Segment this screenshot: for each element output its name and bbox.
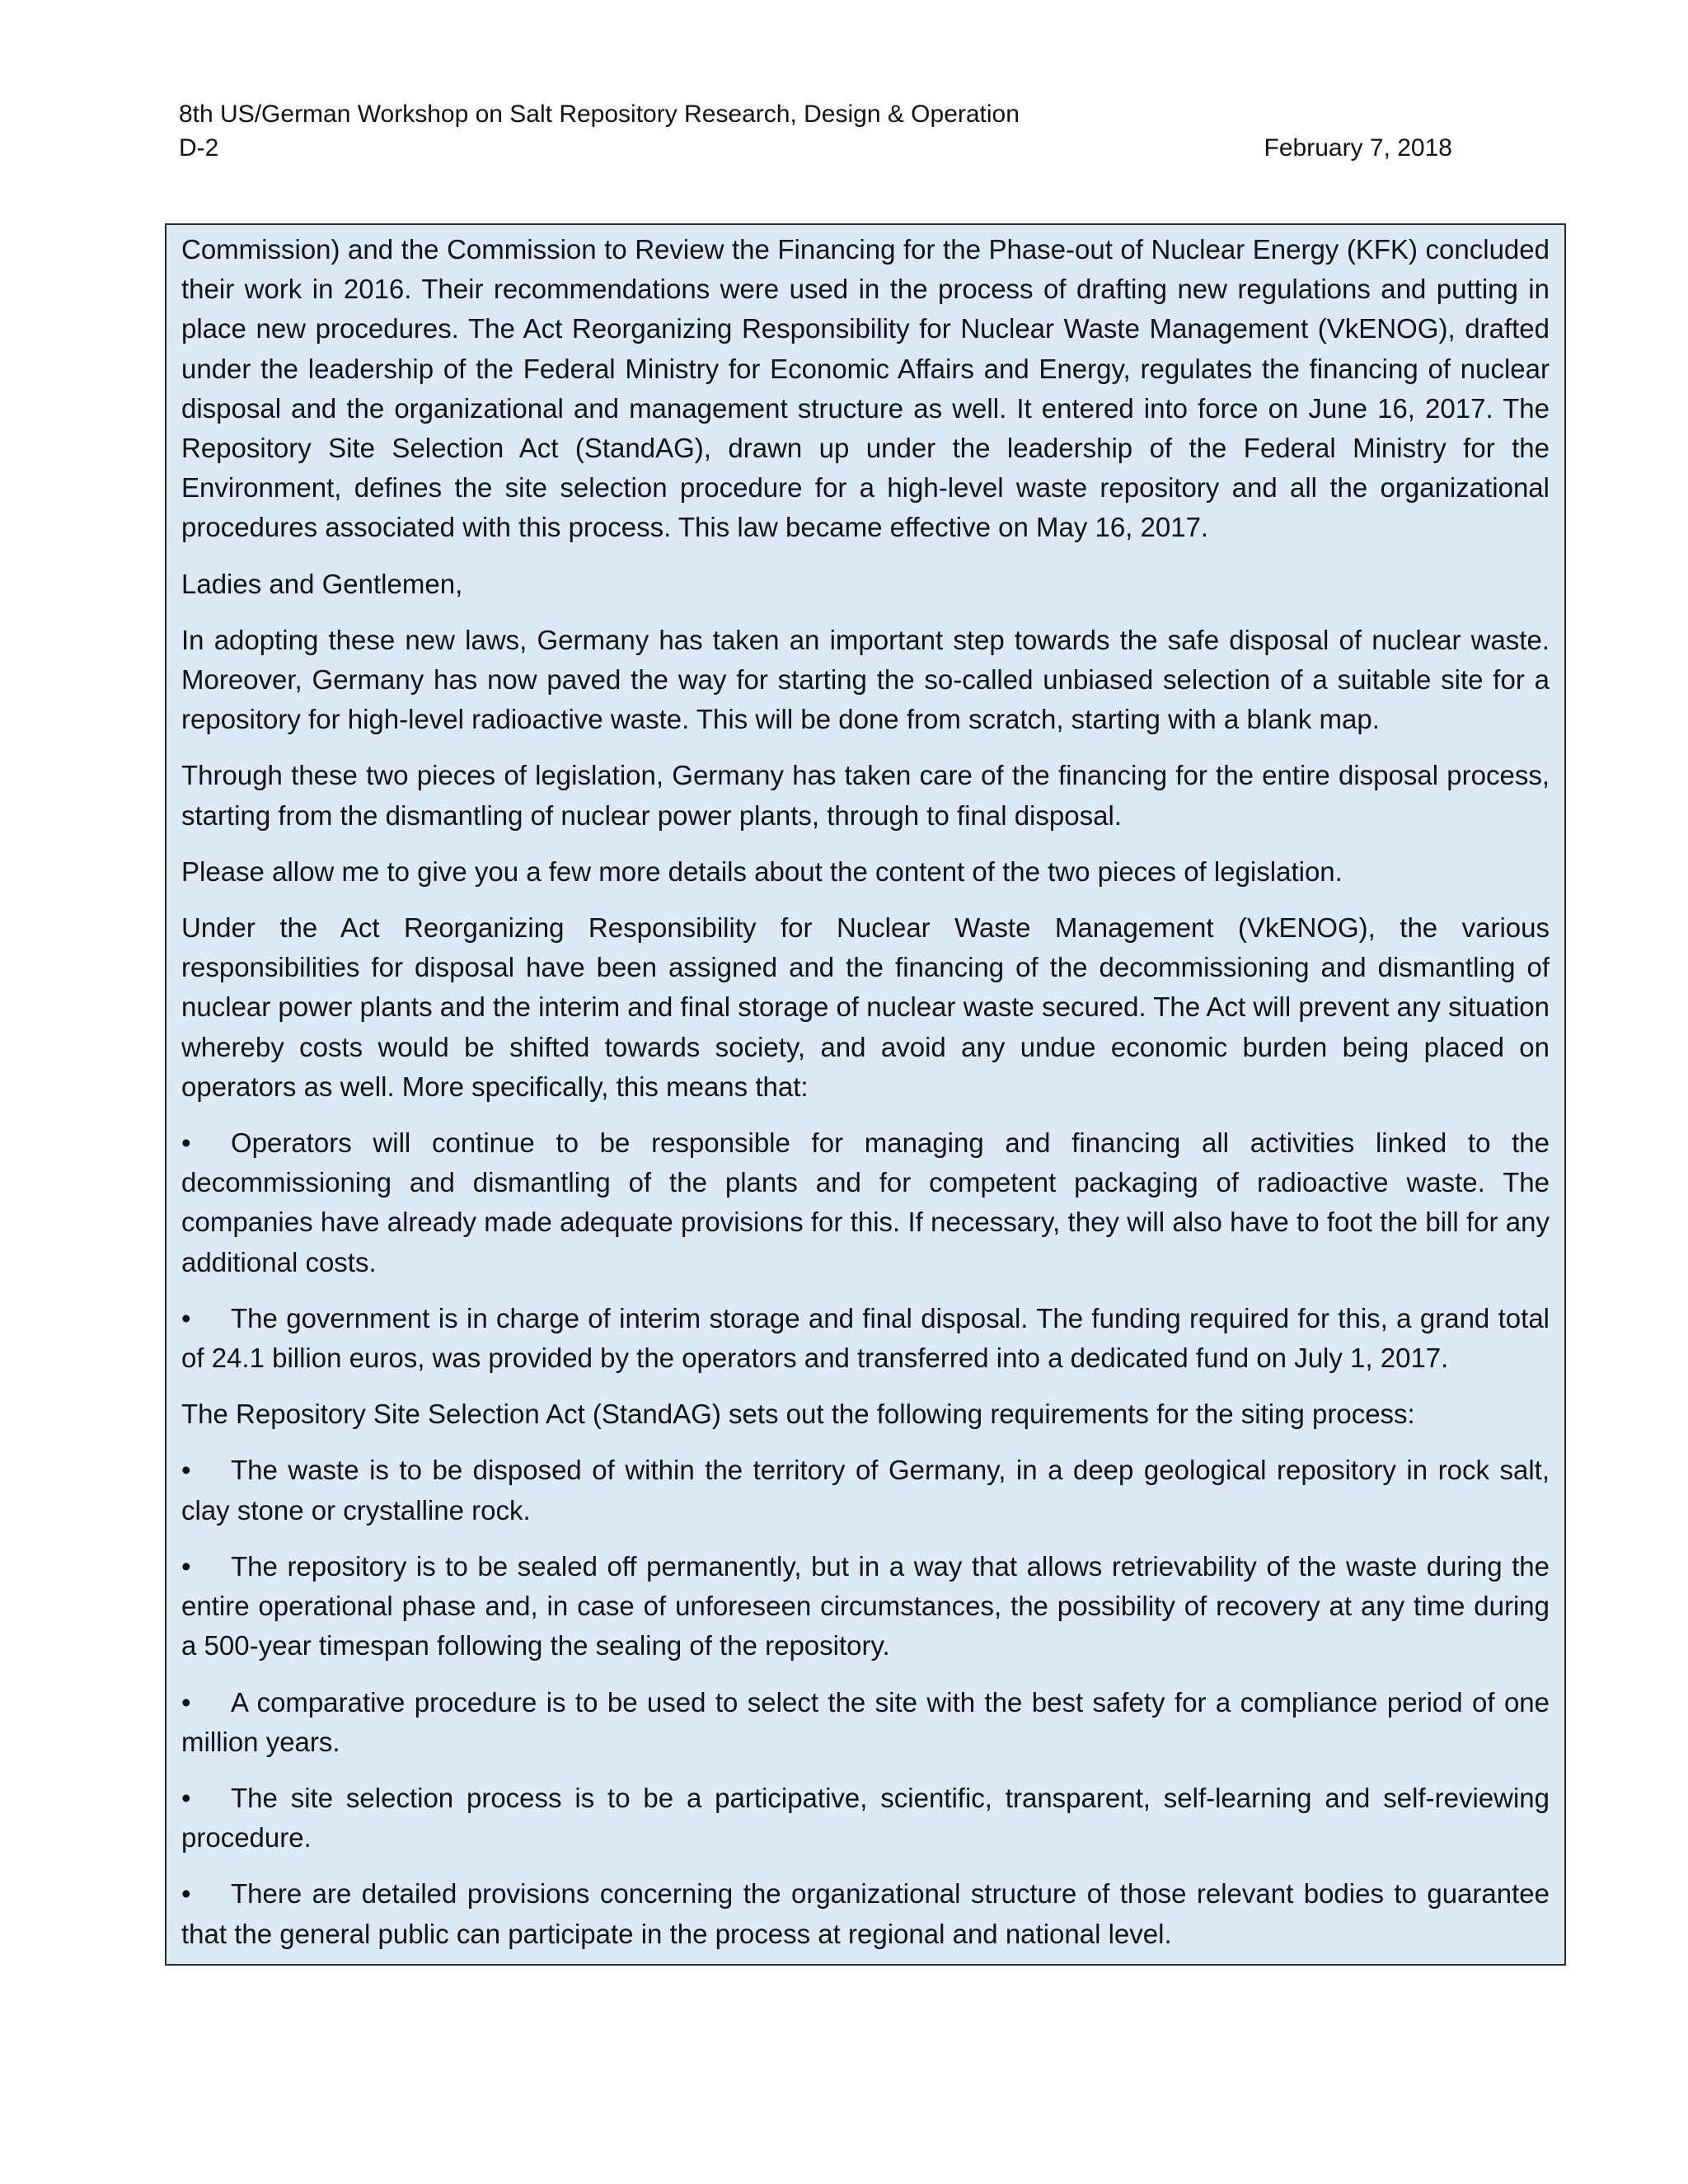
bullet-item bbox=[181, 1779, 1550, 1858]
bullet-text: Operators will continue to be responsible for managing and financing all activities linked to the decommissioning and dismantling of the plants and for competent packaging of radioactive waste. The companies have already made adequate provisions for this. If necessary, they will also have to foot the bill for any additional costs. bbox=[181, 1127, 1550, 1277]
bullet-icon: • bbox=[181, 1127, 191, 1159]
document-date: February 7, 2018 bbox=[1264, 134, 1452, 162]
speech-text-box bbox=[165, 223, 1566, 1966]
bullet-item bbox=[181, 1451, 1550, 1530]
bullet-item bbox=[181, 1299, 1550, 1378]
bullet-item bbox=[181, 1547, 1550, 1666]
bullet-text: A comparative procedure is to be used to select the site with the best safety for a compliance period of one million years. bbox=[181, 1686, 1550, 1757]
paragraph: In adopting these new laws, Germany has taken an important step towards the safe disposal of nuclear waste. Moreover, Germany has now paved the way for starting the so-called unbiased selection of a suitable site for a repository for high-level radioactive waste. This will be done from scratch, starting with a blank map. bbox=[181, 624, 1550, 735]
bullet-text: The repository is to be sealed off permanently, but in a way that allows retrievability of the waste during the entire operational phase and, in case of unforeseen circumstances, the possibility of recovery at any time during a 500-year timespan following the sealing of the repository. bbox=[181, 1550, 1550, 1661]
paragraph: The Repository Site Selection Act (StandAG) sets out the following requirements for the siting process: bbox=[181, 1399, 1415, 1430]
paragraph: Commission) and the Commission to Review the Financing for the Phase-out of Nuclear Energy (KFK) concluded their work in 2016. Their recommendations were used in the process of drafting new regulations and putting in place new procedures. The Act Reorganizing Responsibility for Nuclear Waste Management (VkENOG), drafted under the leadership of the Federal Ministry for Economic Affairs and Energy, regulates the financing of nuclear disposal and the organizational and management structure as well. It entered into force on June 16, 2017. The Repository Site Selection Act (StandAG), drawn up under the leadership of the Federal Ministry for the Environment, defines the site selection procedure for a high-level waste repository and all the organizational procedures associated with this process. This law became effective on May 16, 2017. bbox=[181, 234, 1550, 543]
bullet-item bbox=[181, 1123, 1550, 1282]
workshop-title: 8th US/German Workshop on Salt Repository Research, Design & Operation bbox=[179, 101, 1020, 128]
bullet-item bbox=[181, 1874, 1550, 1953]
paragraph: Under the Act Reorganizing Responsibility for Nuclear Waste Management (VkENOG), the various responsibilities for disposal have been assigned and the financing of the decommissioning and dismantling of nuclear power plants and the interim and final storage of nuclear waste secured. The Act will prevent any situation whereby costs would be shifted towards society, and avoid any undue economic burden being placed on operators as well. More specifically, this means that: bbox=[181, 912, 1550, 1102]
salutation: Ladies and Gentlemen, bbox=[181, 568, 463, 599]
page-id: D-2 bbox=[179, 134, 219, 162]
bullet-icon: • bbox=[181, 1878, 191, 1910]
bullet-icon: • bbox=[181, 1782, 191, 1813]
paragraph: Through these two pieces of legislation, Germany has taken care of the financing for the entire disposal process, starting from the dismantling of nuclear power plants, through to final disposal. bbox=[181, 760, 1550, 831]
bullet-text: The waste is to be disposed of within the territory of Germany, in a deep geological repository in rock salt, clay stone or crystalline rock. bbox=[181, 1455, 1550, 1526]
bullet-icon: • bbox=[181, 1550, 191, 1582]
bullet-item bbox=[181, 1683, 1550, 1762]
bullet-text: The site selection process is to be a participative, scientific, transparent, self-learning and self-reviewing procedure. bbox=[181, 1782, 1550, 1854]
header-row bbox=[179, 131, 1452, 165]
bullet-text: There are detailed provisions concerning the organizational structure of those relevant bodies to guarantee that the general public can participate in the process at regional and national level. bbox=[181, 1878, 1550, 1949]
bullet-icon: • bbox=[181, 1686, 191, 1718]
bullet-icon: • bbox=[181, 1302, 191, 1333]
bullet-text: The government is in charge of interim storage and final disposal. The funding required for this, a grand total of 24.1 billion euros, was provided by the operators and transferred into a dedicated fund on July 1, 2017. bbox=[181, 1302, 1550, 1374]
page-header bbox=[179, 97, 1452, 165]
paragraph: Please allow me to give you a few more details about the content of the two pieces of legislation. bbox=[181, 855, 1343, 887]
bullet-icon: • bbox=[181, 1455, 191, 1486]
